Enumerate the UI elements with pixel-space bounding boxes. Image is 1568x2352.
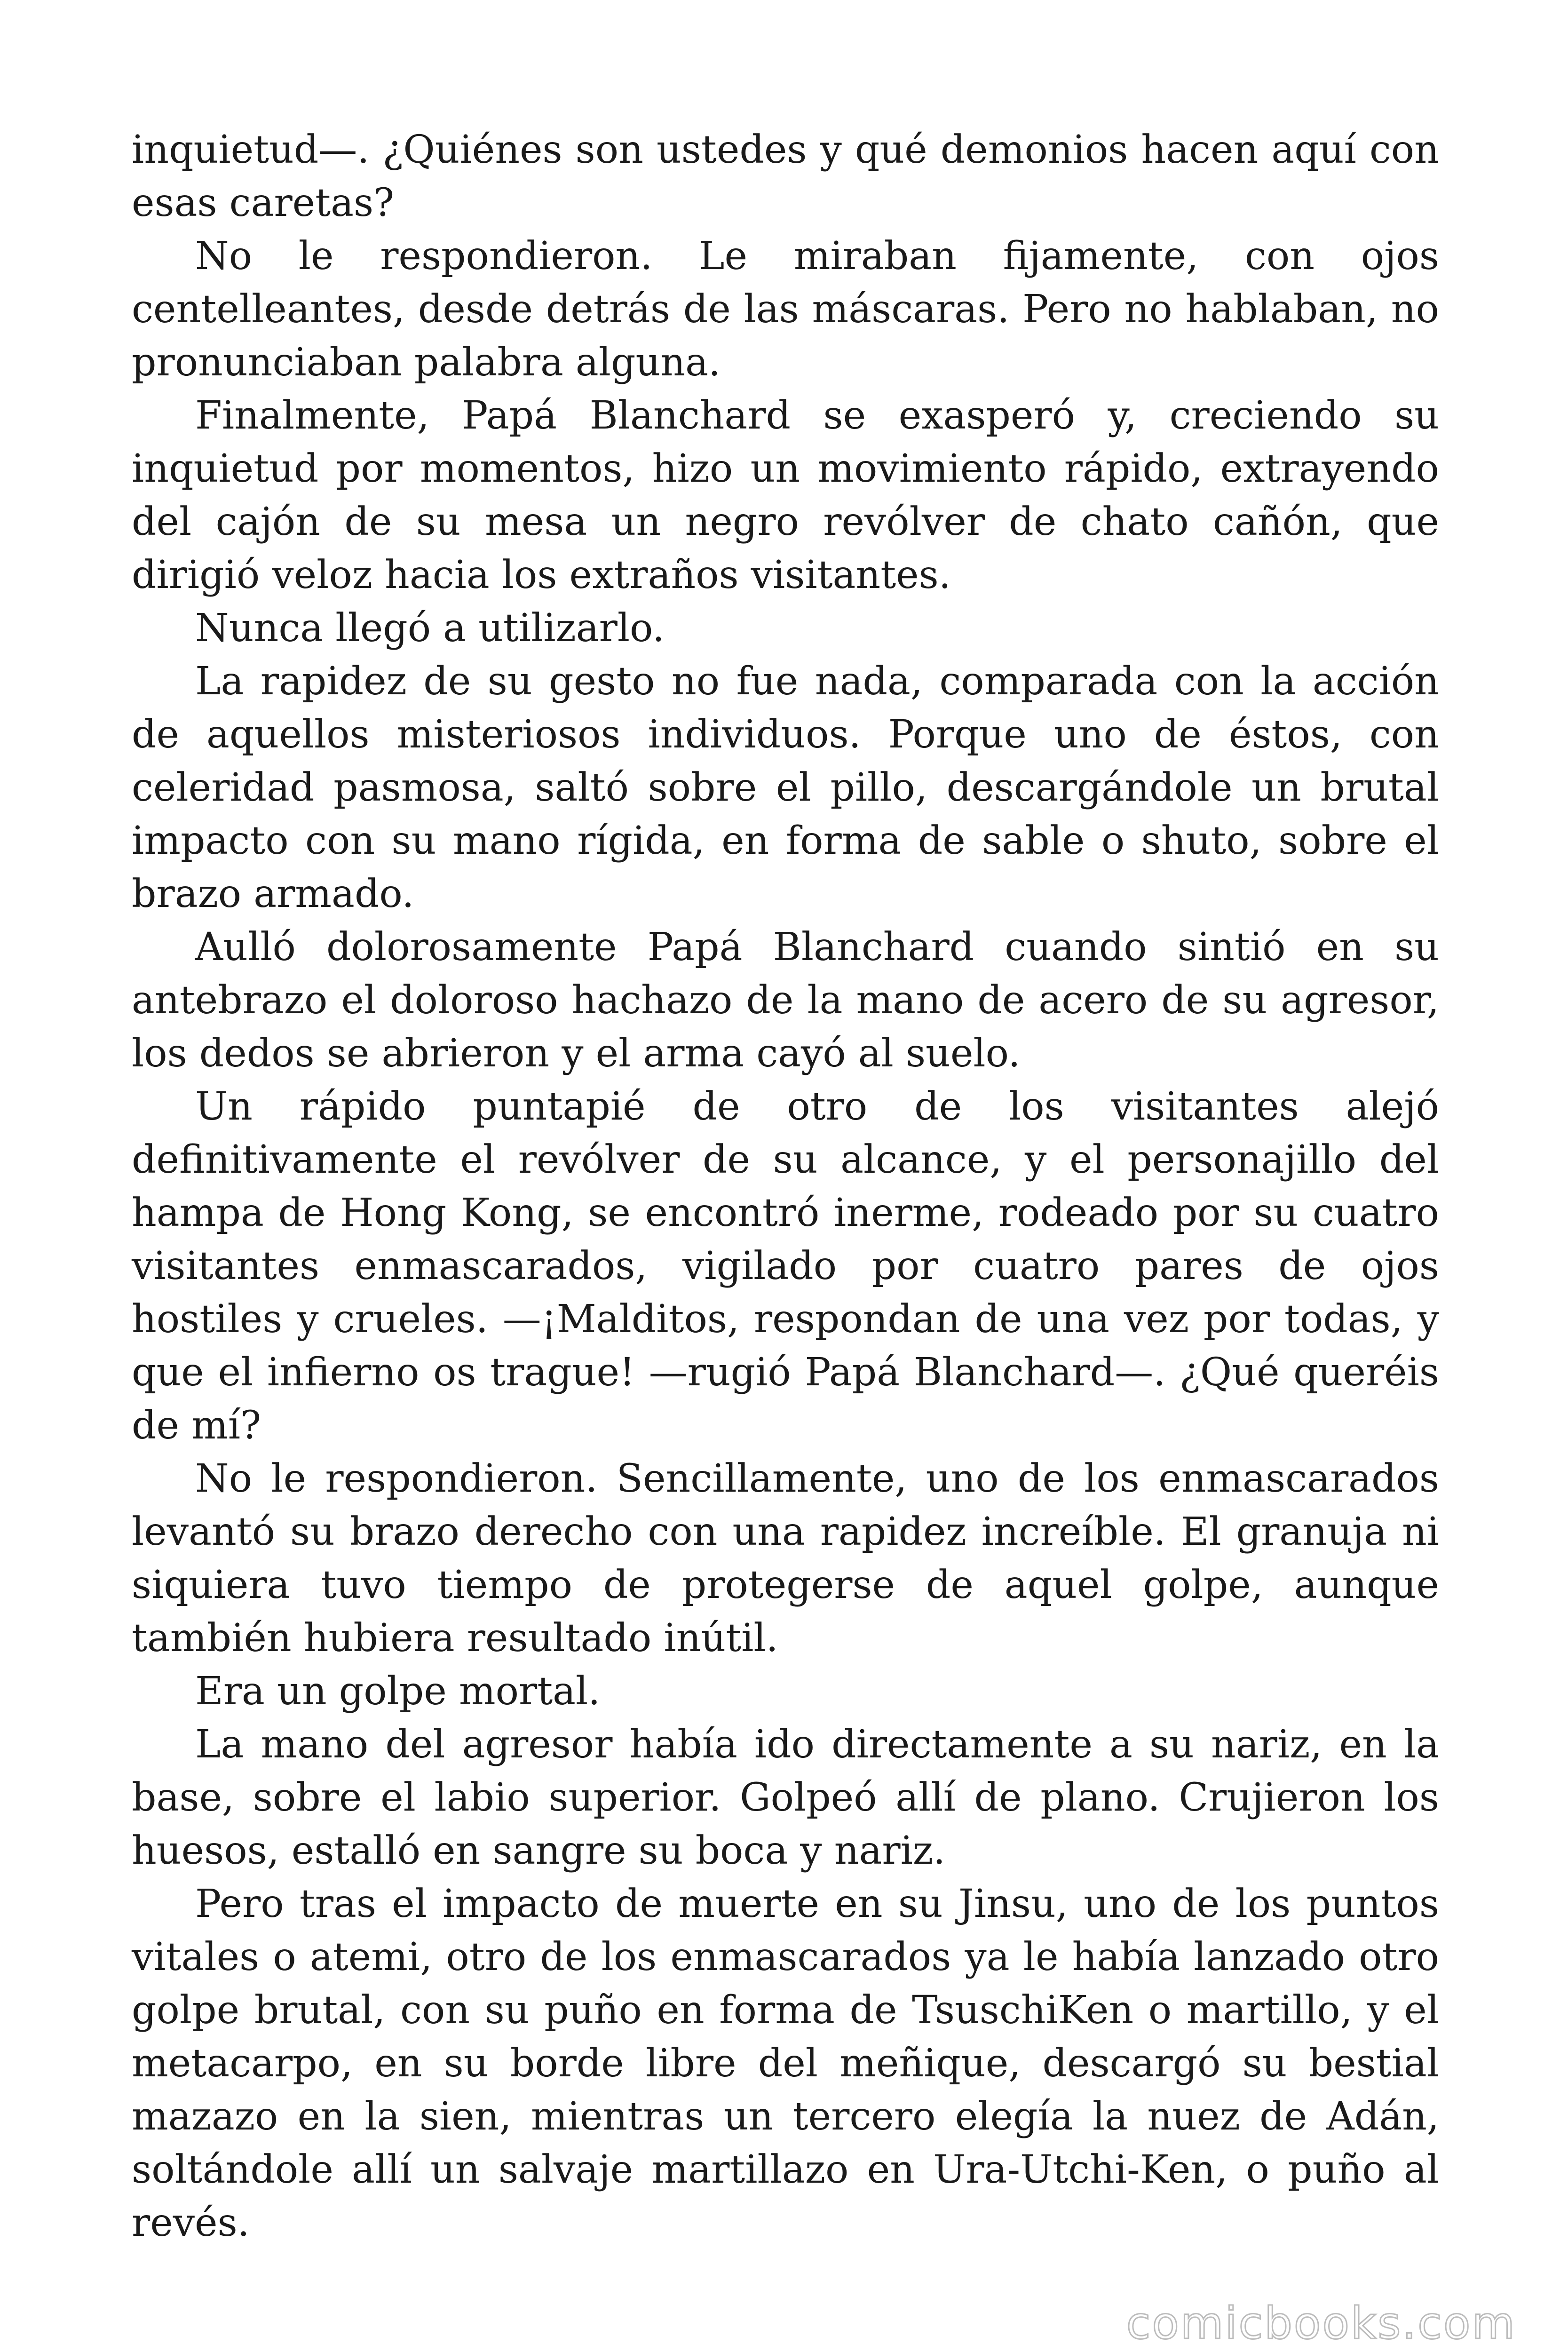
paragraph-6: Aulló dolorosamente Papá Blanchard cuando sintió en su antebrazo el doloroso hachazo de la mano de acero de su agresor, los dedos se abrieron y el arma cayó al suelo.: [132, 925, 1439, 1076]
watermark: comicbooks.com: [1126, 2298, 1516, 2349]
paragraph-5: La rapidez de su gesto no fue nada, comparada con la acción de aquellos misteriosos individuos. Porque uno de éstos, con celeridad pasmosa, saltó sobre el pillo, descargándole un brutal impacto con su mano rígida, en forma de sable o shuto, sobre el brazo armado.: [132, 659, 1439, 916]
paragraph-11: Pero tras el impacto de muerte en su Jinsu, uno de los puntos vitales o atemi, otro de los enmascarados ya le había lanzado otro golpe brutal, con su puño en forma de TsuschiKen o martillo, y el metacarpo, en su borde libre del meñique, descargó su bestial mazazo en la sien, mientras un tercero elegía la nuez de Adán, soltándole allí un salvaje martillazo en Ura-Utchi-Ken, o puño al revés.: [132, 1882, 1439, 2245]
paragraph-9: Era un golpe mortal.: [195, 1669, 601, 1714]
paragraph-8: No le respondieron. Sencillamente, uno de los enmascarados levantó su brazo derecho con una rapidez increíble. El granuja ni siquiera tuvo tiempo de protegerse de aquel golpe, aunque también hubiera resultado inútil.: [132, 1456, 1439, 1661]
paragraph-4: Nunca llegó a utilizarlo.: [195, 606, 665, 651]
body-text: [132, 123, 1439, 2249]
paragraph-2: No le respondieron. Le miraban fijamente, con ojos centelleantes, desde detrás de las máscaras. Pero no hablaban, no pronunciaban palabra alguna.: [132, 234, 1439, 385]
paragraph-3: Finalmente, Papá Blanchard se exasperó y, creciendo su inquietud por momentos, hizo un movimiento rápido, extrayendo del cajón de su mesa un negro revólver de chato cañón, que dirigió veloz hacia los extraños visitantes.: [132, 393, 1439, 597]
paragraph-1: inquietud—. ¿Quiénes son ustedes y qué demonios hacen aquí con esas caretas?: [132, 127, 1439, 225]
paragraph-7: Un rápido puntapié de otro de los visitantes alejó definitivamente el revólver de su alcance, y el personajillo del hampa de Hong Kong, se encontró inerme, rodeado por su cuatro visitantes enmascarados, vigilado por cuatro pares de ojos hostiles y crueles. —¡Malditos, respondan de una vez por todas, y que el infierno os trague! —rugió Papá Blanchard—. ¿Qué queréis de mí?: [132, 1084, 1439, 1448]
paragraph-10: La mano del agresor había ido directamente a su nariz, en la base, sobre el labio superior. Golpeó allí de plano. Crujieron los huesos, estalló en sangre su boca y nariz.: [132, 1722, 1439, 1873]
